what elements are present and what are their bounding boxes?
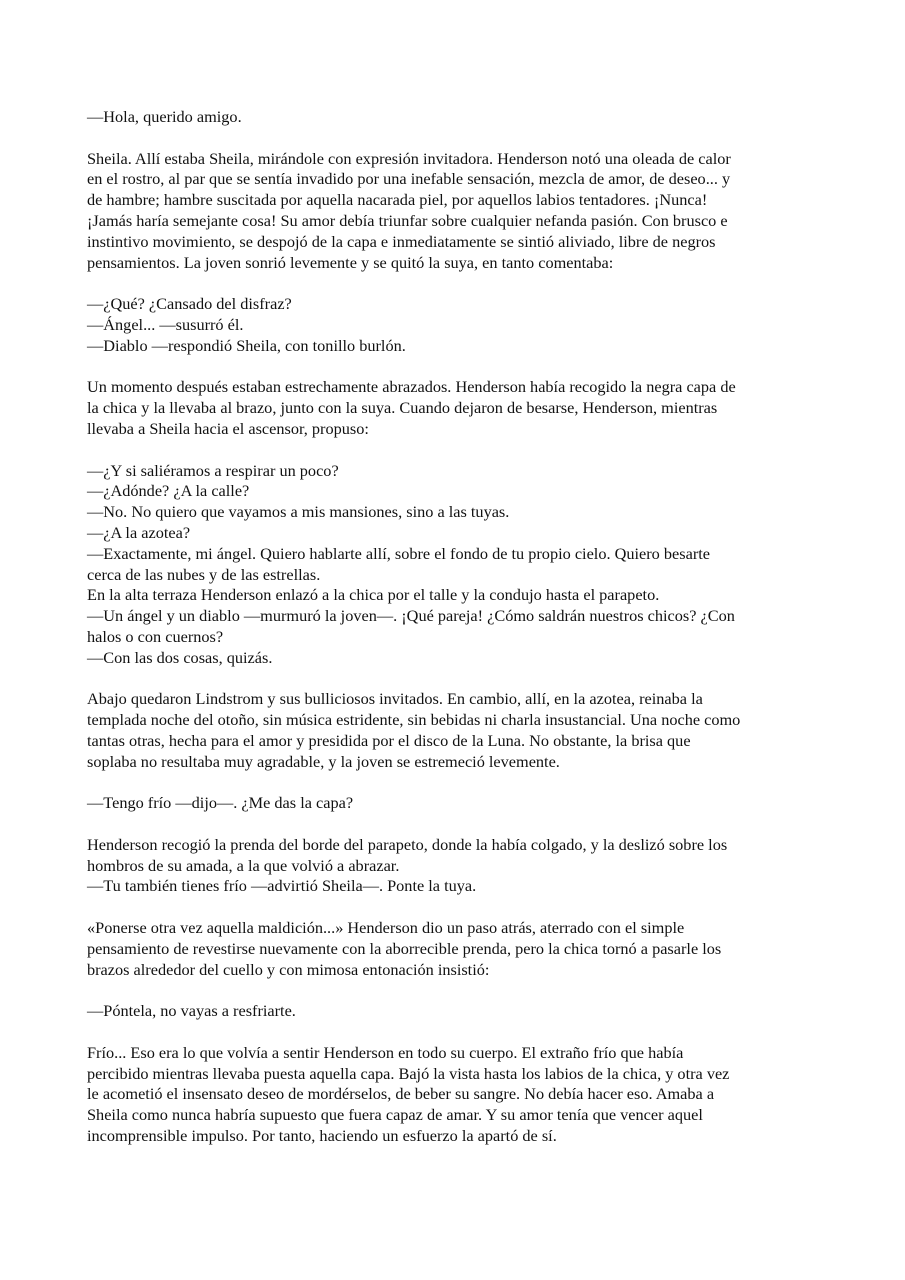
- paragraph-gap: [87, 980, 827, 1001]
- text-line: pensamiento de revestirse nuevamente con la aborrecible prenda, pero la chica tornó a pasarle los: [87, 938, 722, 958]
- text-line: ¡Jamás haría semejante cosa! Su amor debía triunfar sobre cualquier nefanda pasión. Con brusco e: [87, 210, 728, 230]
- text-line: le acometió el insensato deseo de mordérselos, de beber su sangre. No debía hacer eso. Amaba a: [87, 1084, 715, 1104]
- text-line: llevaba a Sheila hacia el ascensor, propuso:: [87, 418, 369, 438]
- text-line: Henderson recogió la prenda del borde del parapeto, donde la había colgado, y la deslizó sobre los: [87, 834, 728, 854]
- text-line: templada noche del otoño, sin música estridente, sin bebidas ni charla insustancial. Una noche como: [87, 710, 741, 730]
- text-line: brazos alrededor del cuello y con mimosa entonación insistió:: [87, 959, 490, 979]
- paragraph-gap: [87, 897, 827, 918]
- text-line: soplaba no resultaba muy agradable, y la joven se estremeció levemente.: [87, 751, 560, 771]
- paragraph-gap: [87, 1022, 827, 1043]
- text-line: percibido mientras llevaba puesta aquella capa. Bajó la vista hasta los labios de la chica, y otra vez: [87, 1063, 730, 1083]
- text-line: halos o con cuernos?: [87, 626, 224, 646]
- text-line: —Un ángel y un diablo —murmuró la joven—. ¡Qué pareja! ¿Cómo saldrán nuestros chicos? ¿Con: [87, 606, 735, 626]
- text-line: Frío... Eso era lo que volvía a sentir Henderson en todo su cuerpo. El extraño frío que había: [87, 1042, 684, 1062]
- text-line: cerca de las nubes y de las estrellas.: [87, 564, 321, 584]
- text-line: —Tengo frío —dijo—. ¿Me das la capa?: [87, 793, 354, 813]
- paragraph-gap: [87, 669, 827, 690]
- text-line: hombros de su amada, a la que volvió a abrazar.: [87, 855, 400, 875]
- text-line: incomprensible impulso. Por tanto, haciendo un esfuerzo la apartó de sí.: [87, 1126, 557, 1146]
- text-line: —Exactamente, mi ángel. Quiero hablarte allí, sobre el fondo de tu propio cielo. Quiero besarte: [87, 543, 710, 563]
- paragraph-gap: [87, 440, 827, 461]
- text-line: «Ponerse otra vez aquella maldición...» Henderson dio un paso atrás, aterrado con el simple: [87, 918, 685, 938]
- text-line: —No. No quiero que vayamos a mis mansiones, sino a las tuyas.: [87, 502, 510, 522]
- text-line: la chica y la llevaba al brazo, junto con la suya. Cuando dejaron de besarse, Henderson, mientras: [87, 398, 718, 418]
- text-line: Un momento después estaban estrechamente abrazados. Henderson había recogido la negra capa de: [87, 377, 736, 397]
- text-line: En la alta terraza Henderson enlazó a la chica por el talle y la condujo hasta el parapeto.: [87, 585, 660, 605]
- text-line: tantas otras, hecha para el amor y presidida por el disco de la Luna. No obstante, la brisa que: [87, 730, 691, 750]
- paragraph-gap: [87, 273, 827, 294]
- text-line: —Hola, querido amigo.: [87, 107, 242, 126]
- paragraph-gap: [87, 128, 827, 149]
- text-line: —¿Qué? ¿Cansado del disfraz?: [87, 294, 292, 314]
- text-line: instintivo movimiento, se despojó de la capa e inmediatamente se sintió aliviado, libre de negros: [87, 231, 716, 251]
- text-line: —¿A la azotea?: [87, 522, 191, 542]
- text-line: —Póntela, no vayas a resfriarte.: [87, 1001, 296, 1021]
- text-line: —¿Adónde? ¿A la calle?: [87, 481, 250, 501]
- text-line: Abajo quedaron Lindstrom y sus bulliciosos invitados. En cambio, allí, en la azotea, reinaba la: [87, 689, 703, 709]
- document-page: [87, 107, 827, 1147]
- paragraph-gap: [87, 814, 827, 835]
- text-line: —Ángel... —susurró él.: [87, 314, 244, 334]
- text-line: de hambre; hambre suscitada por aquella nacarada piel, por aquellos labios tentadores. ¡Nunca!: [87, 190, 708, 210]
- paragraph-gap: [87, 773, 827, 794]
- text-line: —Diablo —respondió Sheila, con tonillo burlón.: [87, 335, 406, 355]
- paragraph-gap: [87, 357, 827, 378]
- text-line: en el rostro, al par que se sentía invadido por una inefable sensación, mezcla de amor, de deseo... y: [87, 169, 731, 189]
- text-line: Sheila como nunca habría supuesto que fuera capaz de amar. Y su amor tenía que vencer aquel: [87, 1105, 703, 1125]
- text-line: pensamientos. La joven sonrió levemente y se quitó la suya, en tanto comentaba:: [87, 252, 614, 272]
- text-line: —Tu también tienes frío —advirtió Sheila—. Ponte la tuya.: [87, 876, 477, 896]
- text-line: —Con las dos cosas, quizás.: [87, 647, 273, 667]
- text-line: —¿Y si saliéramos a respirar un poco?: [87, 460, 339, 480]
- text-line: Sheila. Allí estaba Sheila, mirándole con expresión invitadora. Henderson notó una oleada de calor: [87, 148, 731, 168]
